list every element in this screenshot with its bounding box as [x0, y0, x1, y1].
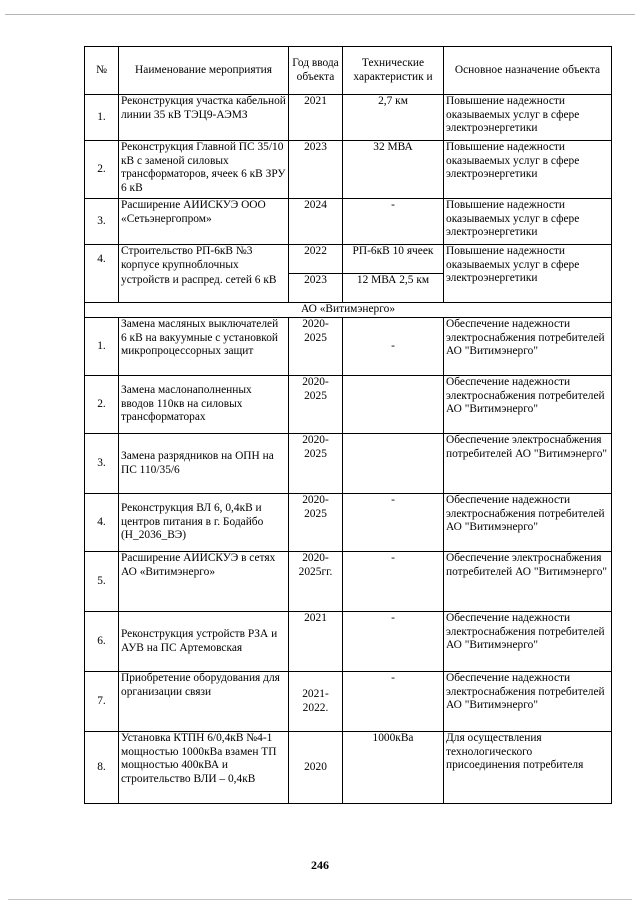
row-tech: - — [343, 199, 444, 245]
header-name: Наименование мероприятия — [119, 47, 289, 95]
section-row — [85, 303, 612, 318]
row-num: 7. — [85, 672, 119, 732]
row-purpose: Повышение надежности оказываемых услуг в сфере электроэнергетики — [444, 245, 612, 303]
row-tech: 32 МВА — [343, 141, 444, 199]
row-year: 2021 — [289, 612, 343, 672]
row-purpose: Повышение надежности оказываемых услуг в сфере электроэнергетики — [444, 199, 612, 245]
row-tech — [343, 434, 444, 494]
row-year: 2023 — [289, 141, 343, 199]
row-name: Замена маслонаполненных вводов 110кв на силовых трансформаторах — [119, 376, 289, 434]
table-row — [85, 494, 612, 552]
row-year: 2024 — [289, 199, 343, 245]
table-row — [85, 245, 612, 274]
row-tech: - — [343, 494, 444, 552]
row-num: 2. — [85, 141, 119, 199]
header-purpose: Основное назначение объекта — [444, 47, 612, 95]
row-purpose: Обеспечение надежности электроснабжения потребителей АО "Витимэнерго" — [444, 376, 612, 434]
row-year: 2021-2022. — [289, 672, 343, 732]
table-row — [85, 552, 612, 612]
row-purpose: Обеспечение надежности электроснабжения потребителей АО "Витимэнерго" — [444, 318, 612, 376]
table-row — [85, 672, 612, 732]
row-year: 2020-2025 — [289, 318, 343, 376]
row-name: Замена разрядников на ОПН на ПС 110/35/6 — [119, 434, 289, 494]
section-title: АО «Витимэнерго» — [85, 303, 612, 318]
row-name: Реконструкция ВЛ 6, 0,4кВ и центров питания в г. Бодайбо (Н_2036_ВЭ) — [119, 494, 289, 552]
row-purpose: Обеспечение надежности электроснабжения потребителей АО "Витимэнерго" — [444, 672, 612, 732]
row-name: Реконструкция участка кабельной линии 35 кВ ТЭЦ9-АЭМЗ — [119, 95, 289, 141]
row-tech: 1000кВа — [343, 732, 444, 804]
row-num: 5. — [85, 552, 119, 612]
row-name-top: Строительство РП-6кВ №3 корпусе крупноблочных — [119, 245, 289, 274]
row-purpose: Повышение надежности оказываемых услуг в сфере электроэнергетики — [444, 95, 612, 141]
table-row — [85, 376, 612, 434]
table-header-row — [85, 47, 612, 95]
table-row — [85, 318, 612, 376]
row-tech: - — [343, 612, 444, 672]
row-tech-a: РП-6кВ 10 ячеек — [343, 245, 444, 274]
row-year: 2020 — [289, 732, 343, 804]
row-name-bottom: устройств и распред. сетей 6 кВ — [119, 274, 289, 303]
row-purpose: Для осуществления технологического присоединения потребителя — [444, 732, 612, 804]
row-num: 1. — [85, 318, 119, 376]
row-num: 3. — [85, 434, 119, 494]
row-tech: 2,7 км — [343, 95, 444, 141]
row-name: Замена масляных выключателей 6 кВ на вакуумные с установкой микропроцессорных защит — [119, 318, 289, 376]
row-num: 4. — [85, 245, 119, 303]
table-row — [85, 141, 612, 199]
row-year: 2021 — [289, 95, 343, 141]
measures-table — [84, 46, 612, 804]
table-row — [85, 434, 612, 494]
row-name: Приобретение оборудования для организации связи — [119, 672, 289, 732]
row-year-b: 2023 — [289, 274, 343, 303]
row-tech — [343, 376, 444, 434]
table-row — [85, 732, 612, 804]
row-year: 2020-2025гг. — [289, 552, 343, 612]
bottom-border-line — [8, 899, 632, 900]
row-purpose: Обеспечение электроснабжения потребителей АО "Витимэнерго" — [444, 552, 612, 612]
row-num: 2. — [85, 376, 119, 434]
row-tech-b: 12 МВА 2,5 км — [343, 274, 444, 303]
row-year: 2020-2025 — [289, 376, 343, 434]
table-row — [85, 95, 612, 141]
header-year: Год ввода объекта — [289, 47, 343, 95]
table-row — [85, 199, 612, 245]
row-num: 3. — [85, 199, 119, 245]
header-tech: Технические характеристик и — [343, 47, 444, 95]
row-purpose: Обеспечение электроснабжения потребителей АО "Витимэнерго" — [444, 434, 612, 494]
header-num: № — [85, 47, 119, 95]
top-border-line — [5, 14, 635, 15]
row-purpose: Повышение надежности оказываемых услуг в сфере электроэнергетики — [444, 141, 612, 199]
row-num: 8. — [85, 732, 119, 804]
row-tech: - — [343, 552, 444, 612]
row-name: Реконструкция устройств РЗА и АУВ на ПС Артемовская — [119, 612, 289, 672]
row-purpose: Обеспечение надежности электроснабжения потребителей АО "Витимэнерго" — [444, 494, 612, 552]
row-name: Расширение АИИСКУЭ в сетях АО «Витимэнерго» — [119, 552, 289, 612]
row-name: Установка КТПН 6/0,4кВ №4-1 мощностью 1000кВа взамен ТП мощностью 400кВА и строительство ВЛИ – 0,4кВ — [119, 732, 289, 804]
row-name: Реконструкция Главной ПС 35/10 кВ с заменой силовых трансформаторов, ячеек 6 кВ ЗРУ 6 кВ — [119, 141, 289, 199]
row-num: 4. — [85, 494, 119, 552]
row-tech: - — [343, 318, 444, 376]
row-year: 2020-2025 — [289, 494, 343, 552]
row-tech: - — [343, 672, 444, 732]
page-number: 246 — [311, 858, 329, 872]
row-name: Расширение АИИСКУЭ ООО «Сетьэнергопром» — [119, 199, 289, 245]
row-num: 6. — [85, 612, 119, 672]
row-purpose: Обеспечение надежности электроснабжения потребителей АО "Витимэнерго" — [444, 612, 612, 672]
row-num: 1. — [85, 95, 119, 141]
table-row — [85, 612, 612, 672]
row-year-a: 2022 — [289, 245, 343, 274]
row-year: 2020-2025 — [289, 434, 343, 494]
